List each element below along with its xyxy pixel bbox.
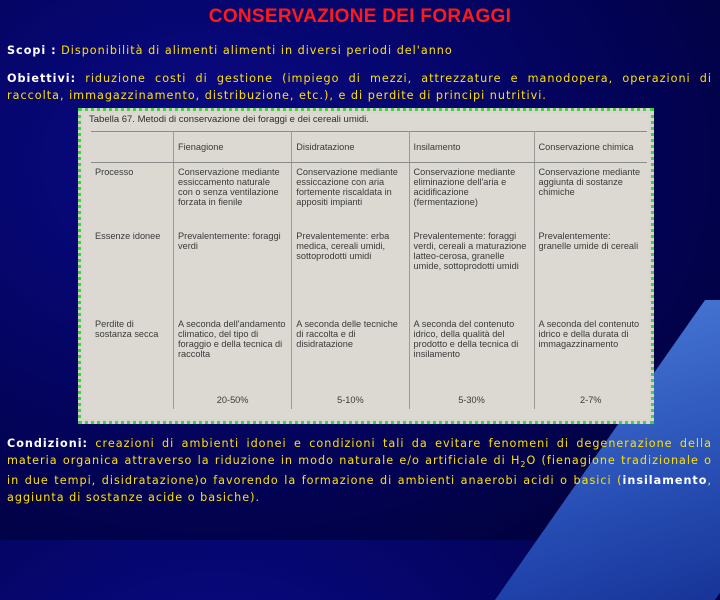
header-cell: Insilamento xyxy=(409,132,534,163)
header-cell xyxy=(91,132,174,163)
table-header-row xyxy=(91,132,647,163)
table-cell: Prevalentemente: foraggi verdi xyxy=(174,229,292,317)
obiettivi-paragraph xyxy=(7,71,712,104)
obiettivi-text: riduzione costi di gestione (impiego di mezzi, attrezzature e manodopera, operazioni di raccolta, immagazzinamento, distribuzione, etc.), e di perdite di principi nutritivi. xyxy=(7,72,712,102)
condizioni-paragraph xyxy=(7,436,712,506)
row-label: Processo xyxy=(95,167,134,177)
page-title: CONSERVAZIONE DEI FORAGGI xyxy=(208,6,512,27)
condizioni-subscript: 2 xyxy=(520,459,527,469)
percentage-cell: 20-50% xyxy=(174,395,292,409)
table-cell: Prevalentemente: erba medica, cereali umidi, sottoprodotti umidi xyxy=(292,229,409,317)
row-label xyxy=(91,395,174,409)
table-row xyxy=(91,317,647,395)
obiettivi-label: Obiettivi: xyxy=(7,72,77,85)
condizioni-text-a: creazioni di ambienti idonei e condizioni tali da evitare fenomeni di degenerazione della materia organica attraverso la riduzione in modo naturale e/o artificiale di H xyxy=(7,437,712,467)
row-label: Essenze idonee xyxy=(95,231,161,241)
table-cell: Prevalentemente: foraggi verdi, cereali a maturazione latteo-cerosa, granelle umide, sottoprodotti umidi xyxy=(409,229,534,317)
table-caption: Tabella 67. Metodi di conservazione dei foraggi e dei cereali umidi. xyxy=(89,114,369,125)
condizioni-label: Condizioni: xyxy=(7,437,89,450)
scopi-line xyxy=(7,44,712,57)
table-row xyxy=(91,163,647,230)
percentage-cell: 2-7% xyxy=(534,395,647,409)
table-cell: Prevalentemente: granelle umide di cereali xyxy=(534,229,647,317)
condizioni-text-c: , aggiunta di sostanze acide o basiche). xyxy=(7,474,712,504)
table-cell: A seconda del contenuto idrico, della qualità del prodotto e della tecnica di insilamento xyxy=(409,317,534,395)
header-cell: Disidratazione xyxy=(292,132,409,163)
percentage-cell: 5-10% xyxy=(292,395,409,409)
table-cell: Conservazione mediante eliminazione dell'aria e acidificazione (fermentazione) xyxy=(409,163,534,230)
table-cell: Conservazione mediante essiccamento naturale con o senza ventilazione forzata in fienile xyxy=(174,163,292,230)
scopi-text: Disponibilità di alimenti alimenti in diversi periodi del'anno xyxy=(61,44,453,57)
scopi-label: Scopi : xyxy=(7,44,57,57)
table-panel xyxy=(83,113,649,419)
condizioni-text-b: O (fienagione tradizionale o in due tempi, disidratazione)o favorendo la formazione di ambienti anaerobi acidi o basici ( xyxy=(7,453,712,488)
table-row xyxy=(91,229,647,317)
table-cell: Conservazione mediante essiccazione con aria fortemente riscaldata in appositi impianti xyxy=(292,163,409,230)
header-cell: Fienagione xyxy=(174,132,292,163)
table-cell: A seconda delle tecniche di raccolta e di disidratazione xyxy=(292,317,409,395)
percentage-cell: 5-30% xyxy=(409,395,534,409)
row-label: Perdite di sostanza secca xyxy=(95,319,159,339)
table-cell: Conservazione mediante aggiunta di sostanze chimiche xyxy=(534,163,647,230)
header-cell: Conservazione chimica xyxy=(534,132,647,163)
condizioni-bold: insilamento xyxy=(622,474,708,488)
table-image xyxy=(78,108,654,424)
methods-table xyxy=(91,131,647,409)
percentages-row xyxy=(91,395,647,409)
table-cell: A seconda del contenuto idrico e della durata di immagazzinamento xyxy=(534,317,647,395)
table-cell: A seconda dell'andamento climatico, del tipo di foraggio e della tecnica di raccolta xyxy=(174,317,292,395)
